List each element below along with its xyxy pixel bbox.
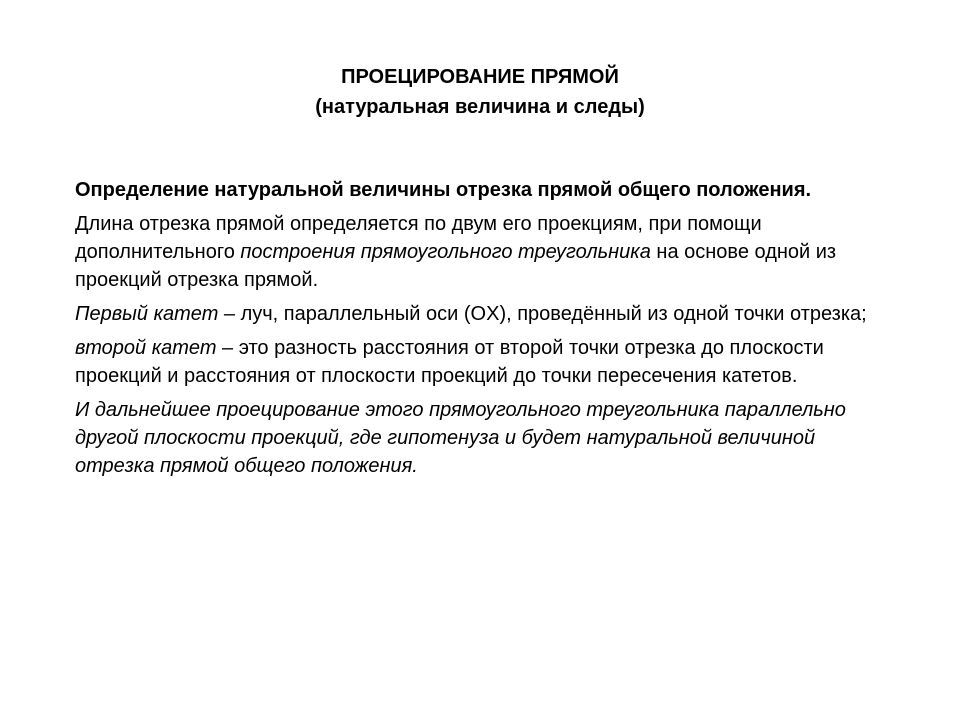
term-second-leg: второй катет xyxy=(75,337,217,359)
paragraph-conclusion: И дальнейшее проецирование этого прямоугольного треугольника параллельно другой плоскости проекций, где гипотенуза и будет натуральной величиной отрезка прямой общего положения. xyxy=(75,399,846,477)
term-first-leg: Первый катет xyxy=(75,303,219,325)
italic-phrase: построения прямоугольного треугольника xyxy=(240,241,651,263)
paragraph-text: – это разность расстояния от второй точки отрезка до плоскости проекций и расстояния от плоскости проекций до точки пересечения катетов. xyxy=(75,337,824,387)
paragraph-text: Длина отрезка прямой определяется по двум его проекциям, при помощи дополнительного xyxy=(75,213,762,263)
paragraph-text: на основе одной из проекций отрезка прямой. xyxy=(75,241,837,291)
paragraph-length-definition xyxy=(75,210,890,294)
paragraph-second-leg xyxy=(75,334,890,390)
title-line-subtitle: (натуральная величина и следы) xyxy=(315,96,645,118)
title-line-main: ПРОЕЦИРОВАНИЕ ПРЯМОЙ xyxy=(341,66,619,88)
slide-body xyxy=(75,176,890,486)
slide-title xyxy=(0,62,960,122)
paragraph-first-leg xyxy=(75,300,890,328)
section-heading: Определение натуральной величины отрезка прямой общего положения. xyxy=(75,179,812,201)
paragraph-text: – луч, параллельный оси (OX), проведённый из одной точки отрезка; xyxy=(218,303,867,325)
